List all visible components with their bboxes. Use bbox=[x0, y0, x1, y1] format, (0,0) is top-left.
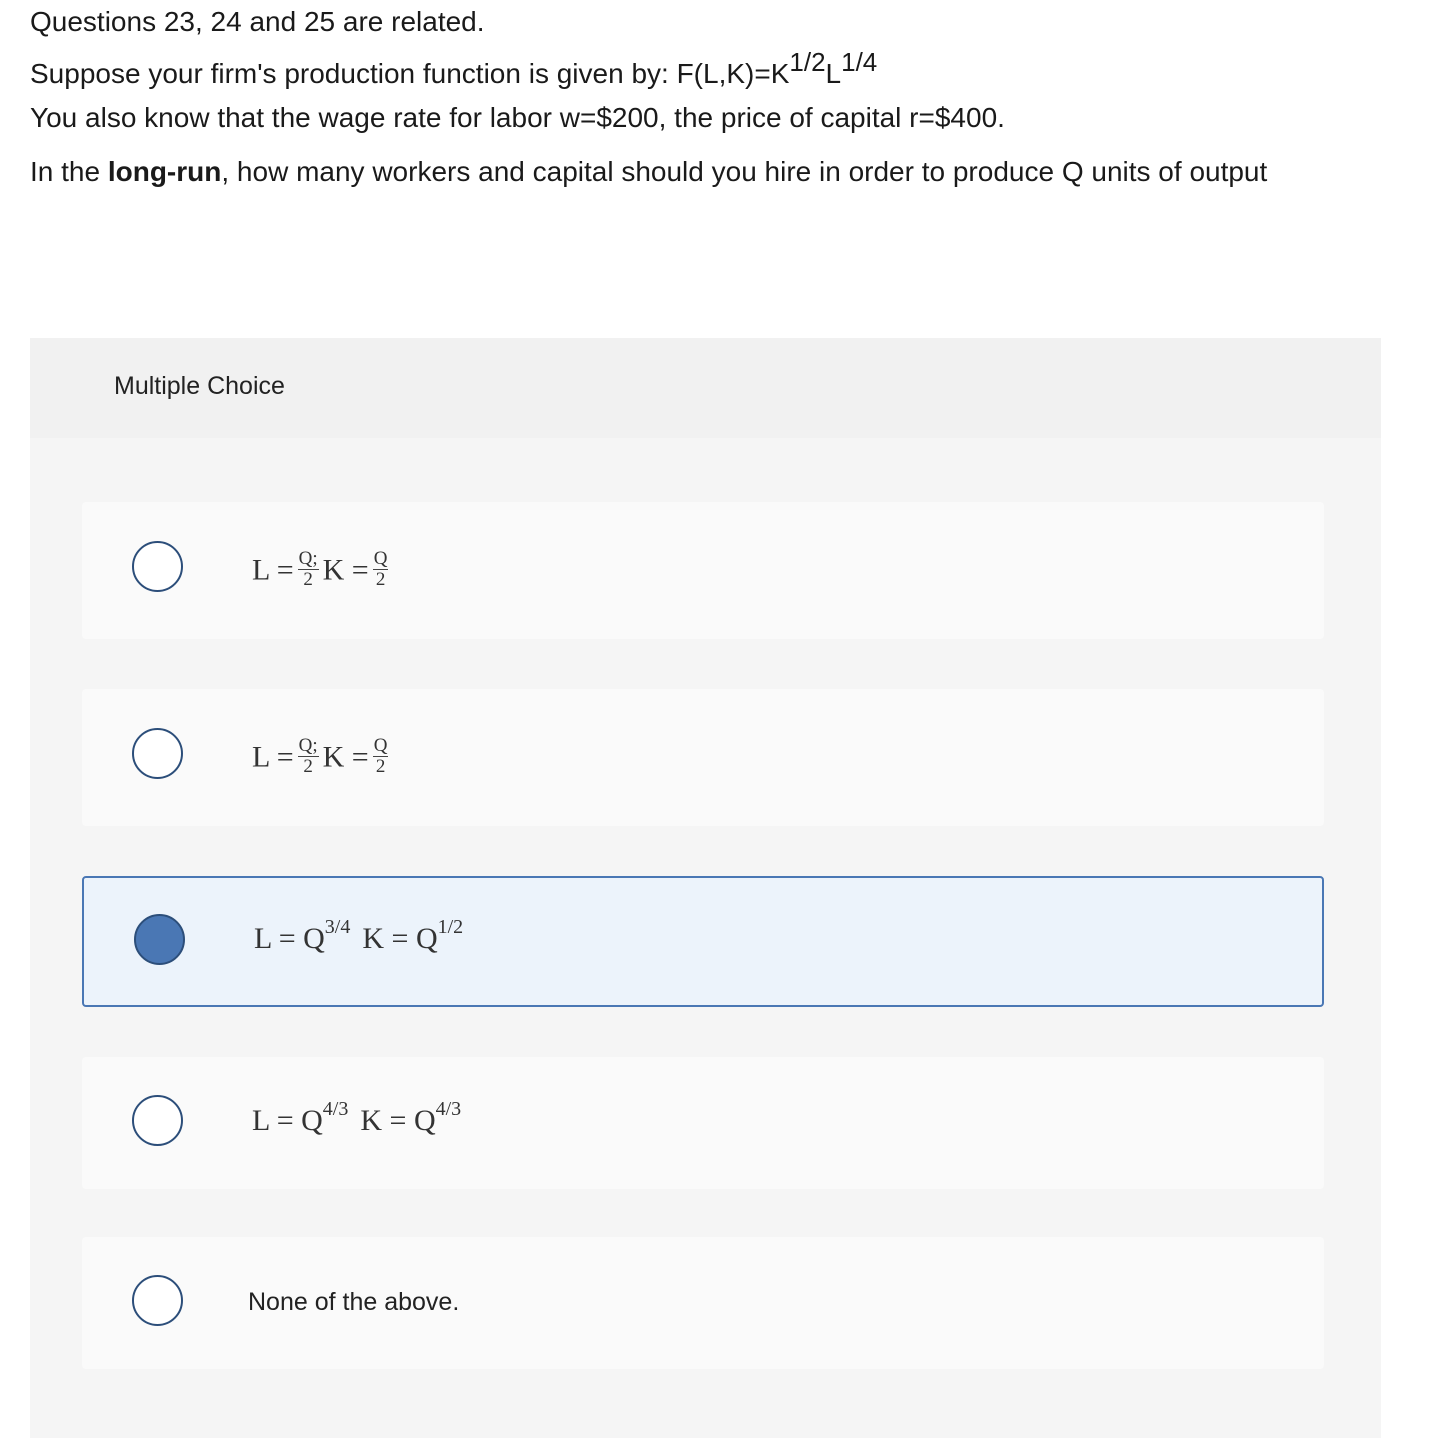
choice-b-l-num: Q; bbox=[298, 735, 318, 756]
choice-c-formula bbox=[254, 916, 464, 956]
choice-b-k-den: 2 bbox=[375, 756, 386, 777]
radio-button-a[interactable] bbox=[132, 541, 183, 592]
choice-d-l-label: L = Q bbox=[252, 1104, 323, 1137]
exponent-l: 1/4 bbox=[841, 47, 878, 77]
production-function bbox=[30, 47, 878, 96]
choice-option-b[interactable] bbox=[82, 689, 1324, 826]
choice-d-k-exp: 4/3 bbox=[435, 1098, 462, 1120]
function-prefix: Suppose your firm's production function is given by: F(L,K)=K bbox=[30, 58, 790, 89]
choice-option-a[interactable] bbox=[82, 502, 1324, 639]
choice-c-k-exp: 1/2 bbox=[437, 916, 464, 938]
choice-a-k-label: K = bbox=[322, 553, 369, 587]
choice-c-k-label: K = Q bbox=[362, 922, 438, 955]
ask-prefix: In the bbox=[30, 156, 108, 187]
radio-button-b[interactable] bbox=[132, 728, 183, 779]
choice-b-k-num: Q bbox=[373, 735, 388, 756]
choice-c-l-exp: 3/4 bbox=[324, 916, 351, 938]
choice-option-c[interactable] bbox=[82, 876, 1324, 1007]
mc-header-label: Multiple Choice bbox=[114, 372, 285, 400]
question-intro: Questions 23, 24 and 25 are related. bbox=[30, 6, 485, 37]
choice-b-l-den: 2 bbox=[303, 756, 313, 777]
choice-e-text: None of the above. bbox=[248, 1288, 460, 1316]
choice-b-l-fraction bbox=[298, 736, 319, 777]
question-ask bbox=[30, 150, 1370, 193]
choice-c-l-label: L = Q bbox=[254, 922, 325, 955]
choice-b-formula bbox=[252, 735, 392, 780]
choice-a-formula bbox=[252, 548, 392, 593]
choice-b-k-label: K = bbox=[322, 740, 369, 774]
choice-a-l-num: Q; bbox=[298, 548, 318, 569]
choice-d-formula bbox=[252, 1098, 462, 1138]
choice-d-l-exp: 4/3 bbox=[322, 1098, 349, 1120]
ask-suffix: , how many workers and capital should you hire in order to produce Q units of output bbox=[221, 156, 1268, 187]
exponent-k: 1/2 bbox=[789, 47, 826, 77]
choice-option-e[interactable] bbox=[82, 1237, 1324, 1369]
choice-a-l-den: 2 bbox=[303, 569, 313, 590]
radio-button-e[interactable] bbox=[132, 1275, 183, 1326]
mc-header bbox=[30, 338, 1381, 438]
choice-d-k-label: K = Q bbox=[360, 1104, 436, 1137]
choice-b-k-fraction bbox=[373, 736, 389, 777]
multiple-choice-panel bbox=[30, 338, 1381, 1438]
choice-a-k-fraction bbox=[373, 549, 389, 590]
choice-b-l-label: L = bbox=[252, 740, 294, 774]
ask-bold: long-run bbox=[107, 156, 222, 187]
choice-a-l-fraction bbox=[298, 549, 319, 590]
radio-button-d[interactable] bbox=[132, 1095, 183, 1146]
input-prices: You also know that the wage rate for labor w=$200, the price of capital r=$400. bbox=[30, 102, 1005, 133]
choice-option-d[interactable] bbox=[82, 1057, 1324, 1189]
radio-button-c-selected[interactable] bbox=[134, 914, 185, 965]
choice-a-l-label: L = bbox=[252, 553, 294, 587]
choice-a-k-num: Q bbox=[373, 548, 388, 569]
function-l: L bbox=[825, 58, 842, 89]
choice-a-k-den: 2 bbox=[375, 569, 386, 590]
